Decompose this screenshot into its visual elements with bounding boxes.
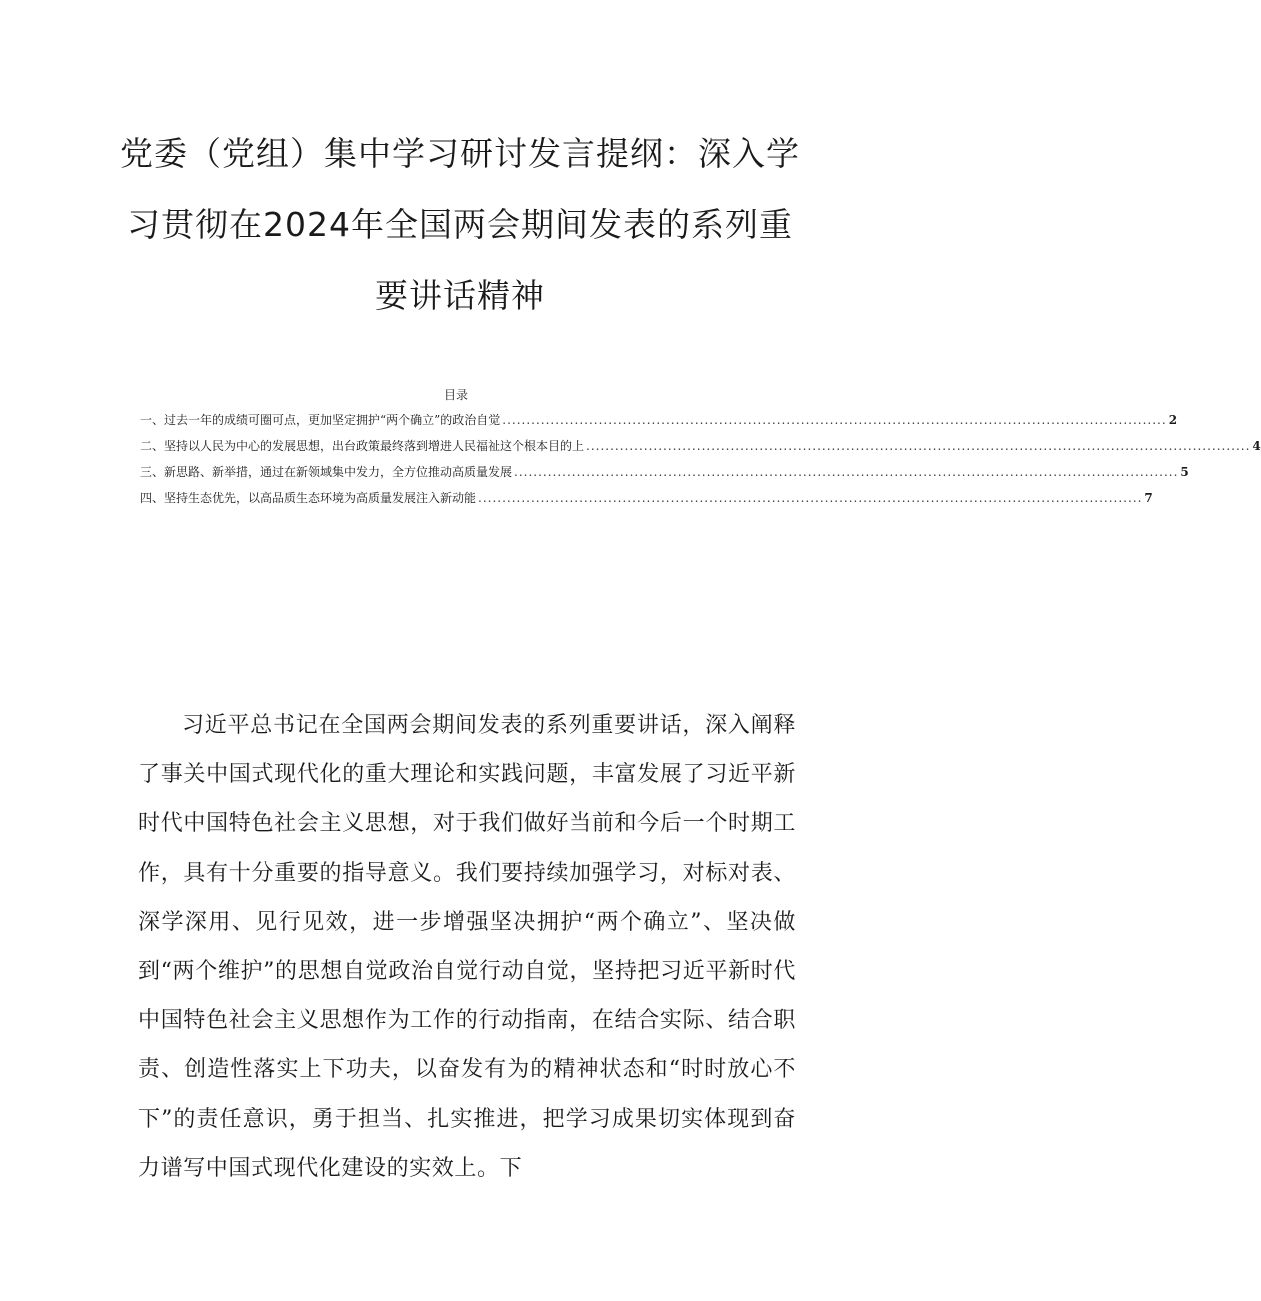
- toc-entry-text: 三、新思路、新举措，通过在新领域集中发力，全方位推动高质量发展: [140, 465, 513, 479]
- toc-entry-2[interactable]: [140, 433, 1261, 459]
- toc-entry-text: 四、坚持生态优先，以高品质生态环境为高质量发展注入新动能: [140, 491, 477, 505]
- toc-heading: 目录: [443, 388, 468, 402]
- toc-entry-page: 5: [1180, 465, 1189, 479]
- body-paragraph: 习近平总书记在全国两会期间发表的系列重要讲话，深入阐释了事关中国式现代化的重大理论和实践问题，丰富发展了习近平新时代中国特色社会主义思想，对于我们做好当前和今后一个时期工作，具有十分重要的指导意义。我们要持续加强学习，对标对表、深学深用、见行见效，进一步增强坚决拥护“两个确立”、坚决做到“两个维护”的思想自觉政治自觉行动自觉，坚持把习近平新时代中国特色社会主义思想作为工作的行动指南，在结合实际、结合职责、创造性落实上下功夫，以奋发有为的精神状态和“时时放心不下”的责任意识，勇于担当、扎实推进，把学习成果切实体现到奋力谱写中国式现代化建设的实效上。下: [138, 713, 796, 1181]
- table-of-contents: [140, 384, 1261, 511]
- toc-entry-text: 一、过去一年的成绩可圈可点，更加坚定拥护“两个确立”的政治自觉: [140, 413, 501, 427]
- toc-dot-leader: ..........................................................................................................................................: [586, 439, 1251, 453]
- toc-entry-4[interactable]: [140, 485, 1153, 511]
- toc-entry-page: 7: [1144, 491, 1153, 505]
- toc-entry-page: 4: [1252, 439, 1261, 453]
- toc-entry-1[interactable]: [140, 407, 1178, 433]
- toc-dot-leader: ..........................................................................................................................................: [478, 491, 1143, 505]
- toc-dot-leader: ..........................................................................................................................................: [502, 413, 1167, 427]
- toc-entry-page: 2: [1168, 413, 1178, 427]
- toc-dot-leader: ..........................................................................................................................................: [514, 465, 1179, 479]
- document-title: 党委（党组）集中学习研讨发言提纲：深入学习贯彻在2024年全国两会期间发表的系列重要讲话精神: [120, 134, 800, 315]
- toc-entry-text: 二、坚持以人民为中心的发展思想，出台政策最终落到增进人民福祉这个根本目的上: [140, 439, 585, 453]
- toc-entry-3[interactable]: [140, 459, 1189, 485]
